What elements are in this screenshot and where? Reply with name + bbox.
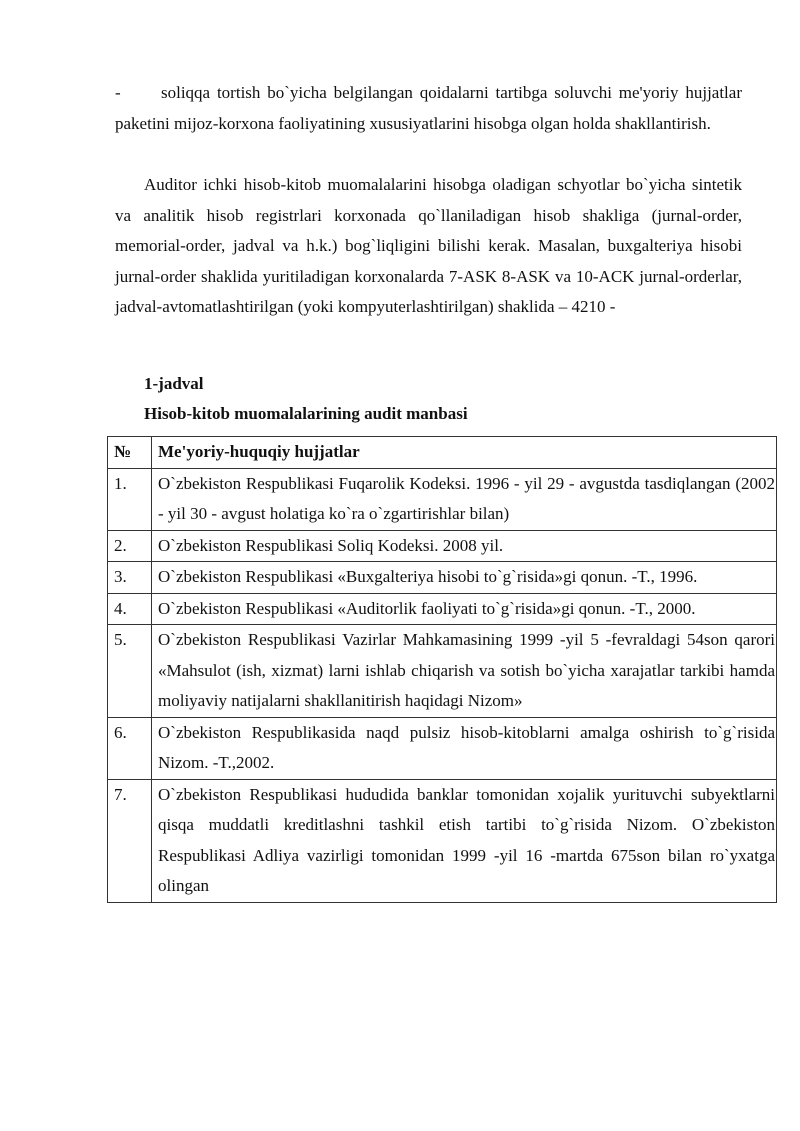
row-number: 3. xyxy=(108,562,152,594)
bullet-dash: - xyxy=(115,83,121,102)
row-text: O`zbekiston Respublikasi «Auditorlik faoliyati to`g`risida»gi qonun. -T., 2000. xyxy=(152,593,777,625)
row-number: 1. xyxy=(108,468,152,530)
row-number: 4. xyxy=(108,593,152,625)
bullet-paragraph: soliqqa tortish bo`yicha belgilangan qoidalarni tartibga soluvchi me'yoriy hujjatlar paketini mijoz-korxona faoliyatining xususiyatlarini hisobga olgan holda shakllantirish. xyxy=(115,83,742,133)
row-number: 7. xyxy=(108,779,152,902)
row-text: O`zbekiston Respublikasi Vazirlar Mahkamasining 1999 -yil 5 -fevraldagi 54son qarori «Mahsulot (ish, xizmat) larni ishlab chiqarish va sotish bo`yicha xarajatlar tarkibi hamda moliyaviy natijalarni shakllanitirish haqidagi Nizom» xyxy=(152,625,777,718)
row-text: O`zbekiston Respublikasi Fuqarolik Kodeksi. 1996 - yil 29 - avgustda tasdiqlangan (2002 - yil 30 - avgust holatiga ko`ra o`zgartirishlar bilan) xyxy=(152,468,777,530)
row-text: O`zbekiston Respublikasi «Buxgalteriya hisobi to`g`risida»gi qonun. -T., 1996. xyxy=(152,562,777,594)
row-text: O`zbekiston Respublikasi hududida banklar tomonidan xojalik yurituvchi subyektlarni qisqa muddatli kreditlashni tashkil etish tartibi to`g`risida Nizom. O`zbekiston Respublikasi Adliya vazirligi tomonidan 1999 -yil 16 -martda 675son bilan ro`yxatga olingan xyxy=(152,779,777,902)
table-header-row xyxy=(108,437,777,469)
audit-sources-table xyxy=(107,436,777,903)
header-documents: Me'yoriy-huquqiy hujjatlar xyxy=(152,437,777,469)
row-text: O`zbekiston Respublikasi Soliq Kodeksi. 2008 yil. xyxy=(152,530,777,562)
table-row xyxy=(108,717,777,779)
body-paragraph: Auditor ichki hisob-kitob muomalalarini hisobga oladigan schyotlar bo`yicha sintetik va analitik hisob registrlari korxonada qo`llaniladigan hisob shakliga (jurnal-order, memorial-order, jadval va h.k.) bog`liqligini bilishi kerak. Masalan, buxgalteriya hisobi jurnal-order shaklida yuritiladigan korxonalarda 7-ASK 8-ASK va 10-ACK jurnal-orderlar, jadval-avtomatlashtirilgan (yoki kompyuterlashtirilgan) shaklida – 4210 - xyxy=(115,175,742,316)
row-number: 2. xyxy=(108,530,152,562)
table-row xyxy=(108,779,777,902)
table-row xyxy=(108,468,777,530)
table-row xyxy=(108,593,777,625)
table-title: Hisob-kitob muomalalarining audit manbasi xyxy=(144,404,468,423)
table-row xyxy=(108,562,777,594)
row-number: 6. xyxy=(108,717,152,779)
table-row xyxy=(108,530,777,562)
table-label: 1-jadval xyxy=(144,374,204,393)
table-row xyxy=(108,625,777,718)
header-number: № xyxy=(108,437,152,469)
row-number: 5. xyxy=(108,625,152,718)
row-text: O`zbekiston Respublikasida naqd pulsiz hisob-kitoblarni amalga oshirish to`g`risida Nizom. -T.,2002. xyxy=(152,717,777,779)
